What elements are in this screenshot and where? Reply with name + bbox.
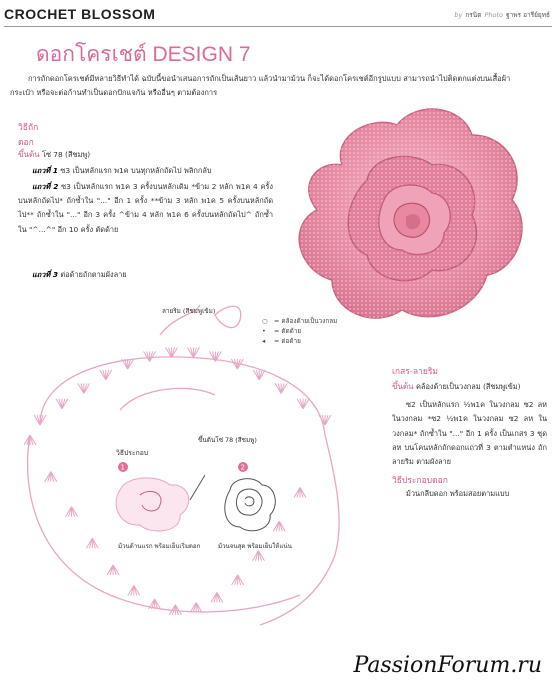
start-label: ขึ้นต้น xyxy=(18,150,40,159)
legend-3-symbol: ◂ xyxy=(262,337,266,345)
step-1-illustration xyxy=(116,478,189,531)
edging-section xyxy=(392,364,547,501)
flower-heading: ดอก xyxy=(18,138,34,148)
row-1-label: แถวที่ 1 xyxy=(32,166,58,175)
header-divider xyxy=(4,26,552,27)
page-title: ดอกโครเชต์ DESIGN 7 xyxy=(36,43,251,66)
magazine-section-title: CROCHET BLOSSOM xyxy=(4,6,156,22)
chain-label: ขึ้นต้นโซ่ 78 (สีชมพู) xyxy=(198,436,257,444)
legend-3-text: = ต่อด้าย xyxy=(274,337,301,345)
author-name: กรนิต xyxy=(465,11,482,19)
flower-assembly-text: ม้วนกลีบดอก พร้อมสอยตามแบบ xyxy=(406,489,510,499)
row-1-text: ซ3 เป็นหลักแรก พ1ค บนทุกหลักถัดไป พลิกกลับ xyxy=(60,166,212,175)
row-3-label: แถวที่ 3 xyxy=(32,270,58,279)
flower-assembly-heading: วิธีประกอบดอก xyxy=(392,476,448,487)
start-line xyxy=(18,148,283,162)
start-text: โซ่ 78 (สีชมพู) xyxy=(41,150,91,159)
step-1-caption: ม้วนด้านแรก พร้อมเย็บเริ่มดอก xyxy=(118,543,201,550)
row-3 xyxy=(18,268,280,282)
crochet-chart-diagram xyxy=(0,295,380,690)
legend-2-symbol: • xyxy=(262,327,266,335)
edging-body: ซ2 เป็นหลักแรก ½พ1ค ในวงกลม ซ2 ลห ในวงกลม *ซ2 ½พ1ค ในวงกลม ซ2 ลห ในวงกลม* ถักซ้ำใน "..." อีก 1 ครั้ง เป็นเกสร 3 ชุด ลห บนโคนหลักถักดอกแถวที่ 3 ตามตำแหน่ง ถักลายริม ตามผังลาย xyxy=(392,400,547,467)
legend-1-text: = คล้องด้ายเป็นวงกลม xyxy=(274,317,338,325)
credits xyxy=(451,10,550,20)
row-1 xyxy=(18,164,280,178)
row-2-text: ซ3 เป็นหลักแรก พ1ค 3 ครั้งบนหลักเดิม *ข้าม 2 หลัก พ1ค 4 ครั้งบนหลักถัดไป* ถักซ้ำใน "..." อีก 1 ครั้ง **ข้าม 3 หลัก พ1ค 5 ครั้งบนหลักถัดไป** ถักซ้ำใน "..." อีก 3 ครั้ง ^ข้าม 4 หลัก พ1ค 6 ครั้งบนหลักถัดไป^ ถักซ้ำใน "^...^" อีก 10 ครั้ง ตัดด้าย xyxy=(18,182,274,234)
svg-text:1: 1 xyxy=(120,463,125,472)
row-2-label: แถวที่ 2 xyxy=(32,182,59,191)
step-2-caption: ม้วนจนสุด พร้อมเย็บให้แน่น xyxy=(218,543,292,550)
photographer-name: ฐาพร อารีย์ยุทธ์ xyxy=(506,11,550,19)
edging-start-label: ขึ้นต้น xyxy=(392,382,414,391)
assembly-heading: วิธีประกอบ xyxy=(116,449,149,457)
edging-start xyxy=(392,380,547,394)
legend-2-text: = ตัดด้าย xyxy=(274,327,302,335)
step-2-illustration xyxy=(225,479,275,531)
site-watermark: PassionForum.ru xyxy=(353,653,542,678)
legend-1-symbol: ○ xyxy=(262,317,268,325)
by-label: by xyxy=(454,11,463,19)
photo-label: Photo xyxy=(484,11,503,19)
edging-heading: เกสร-ลายริม xyxy=(392,367,439,377)
svg-text:2: 2 xyxy=(240,463,245,472)
intro-paragraph: การถักดอกโครเชต์มีหลายวิธีทำได้ ฉบับนี้ขอนำเสนอการถักเป็นเส้นยาว แล้วนำมาม้วน ก็จะได้ดอกโครเชต์อีกรูปแบบ สามารถนำไปติดตกแต่งบนเสื้อผ้า กระเป๋า หรือจะต่อก้านทำเป็นดอกปักแจกัน หรืออื่นๆ ตามต้องการ xyxy=(10,74,511,97)
edging-start-text: คล้องด้ายเป็นวงกลม (สีชมพูเข้ม) xyxy=(415,382,521,391)
stripe-label: ลายริม (สีชมพูเข้ม) xyxy=(162,307,216,315)
row-2 xyxy=(18,180,273,237)
row-3-text: ต่อด้ายถักตามผังลาย xyxy=(60,270,127,279)
method-heading: วิธีถัก xyxy=(18,123,39,133)
